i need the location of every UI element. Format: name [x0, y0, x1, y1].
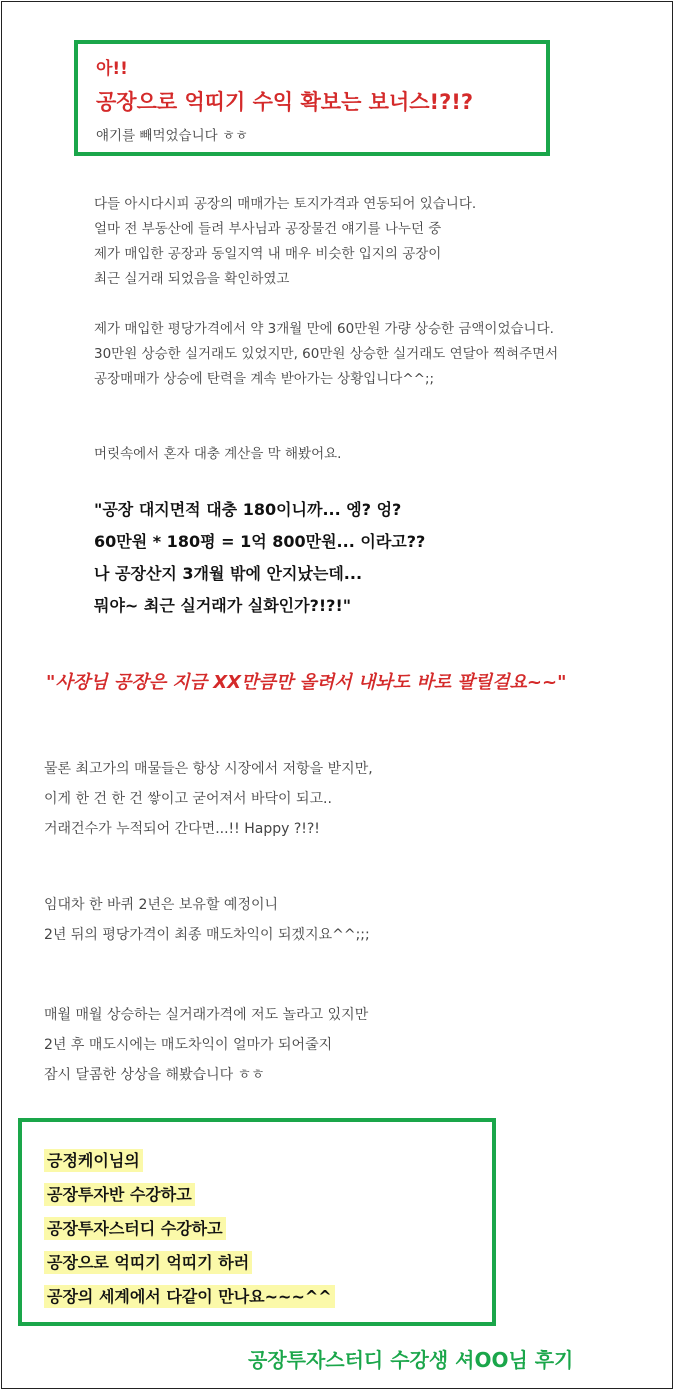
- closing-line: 공장의 세계에서 다같이 만나요~~~^^: [44, 1285, 335, 1308]
- text-line: 30만원 상승한 실거래도 있었지만, 60만원 상승한 실거래도 연달아 찍혀주면서: [94, 346, 559, 362]
- text-line: 물론 최고가의 매물들은 항상 시장에서 저항을 받지만,: [44, 761, 373, 777]
- calc-line: "공장 대지면적 대충 180이니까... 엥? 엉?: [94, 500, 402, 519]
- closing-line: 공장으로 억띠기 억띠기 하러: [44, 1251, 252, 1274]
- paragraph-land-price: [94, 192, 476, 292]
- paragraph-price-increase: [94, 317, 558, 392]
- calc-line: 60만원 * 180평 = 1억 800만원... 이라고??: [94, 532, 426, 551]
- text-line: 최근 실거래 되었음을 확인하였고: [94, 271, 290, 287]
- intro-subline: 얘기를 빼먹었습니다 ㅎㅎ: [96, 128, 249, 144]
- paragraph-holding-plan: [44, 890, 370, 950]
- text-line: 2년 후 매도시에는 매도차익이 얼마가 되어줄지: [44, 1037, 333, 1053]
- closing-line: 공장투자반 수강하고: [44, 1183, 195, 1206]
- text-line: 거래건수가 누적되어 간다면...!! Happy ?!?!: [44, 821, 320, 837]
- calculation-block: [94, 494, 425, 622]
- calc-line: 나 공장산지 3개월 밖에 안지났는데...: [94, 564, 363, 583]
- intro-box: [74, 40, 550, 156]
- text-line: 매월 매월 상승하는 실거래가격에 저도 놀라고 있지만: [44, 1007, 369, 1023]
- intro-exclaim: 아!!: [96, 59, 128, 79]
- text-line: 이게 한 건 한 건 쌓이고 굳어져서 바닥이 되고..: [44, 791, 332, 807]
- closing-line: 긍정케이님의: [44, 1149, 143, 1172]
- paragraph-calculation-intro: 머릿속에서 혼자 대충 계산을 막 해봤어요.: [94, 446, 342, 462]
- text-line: 2년 뒤의 평당가격이 최종 매도차익이 되겠지요^^;;;: [44, 927, 370, 943]
- text-line: 제가 매입한 공장과 동일지역 내 매우 비슷한 입지의 공장이: [94, 246, 442, 262]
- text-line: 공장매매가 상승에 탄력을 계속 받아가는 상황입니다^^;;: [94, 371, 435, 387]
- text-line: 잠시 달콤한 상상을 해봤습니다 ㅎㅎ: [44, 1067, 265, 1083]
- intro-headline: 공장으로 억띠기 수익 확보는 보너스!?!?: [96, 90, 474, 114]
- text-line: 다들 아시다시피 공장의 매매가는 토지가격과 연동되어 있습니다.: [94, 196, 477, 212]
- paragraph-market-resistance: [44, 754, 373, 844]
- page-frame: [1, 1, 673, 1389]
- closing-box: [18, 1118, 496, 1326]
- text-line: 얼마 전 부동산에 들려 부사님과 공장물건 얘기를 나누던 중: [94, 221, 442, 237]
- text-line: 임대차 한 바퀴 2년은 보유할 예정이니: [44, 897, 279, 913]
- paragraph-sweet-imagination: [44, 1000, 368, 1090]
- review-footer: 공장투자스터디 수강생 셔OO님 후기: [248, 1348, 574, 1372]
- closing-line: 공장투자스터디 수강하고: [44, 1217, 226, 1240]
- text-line: 제가 매입한 평당가격에서 약 3개월 만에 60만원 가량 상승한 금액이었습니다.: [94, 321, 554, 337]
- realtor-quote: "사장님 공장은 지금 XX만큼만 올려서 내놔도 바로 팔릴걸요~~": [46, 672, 567, 693]
- calc-line: 뭐야~ 최근 실거래가 실화인가?!?!": [94, 596, 352, 615]
